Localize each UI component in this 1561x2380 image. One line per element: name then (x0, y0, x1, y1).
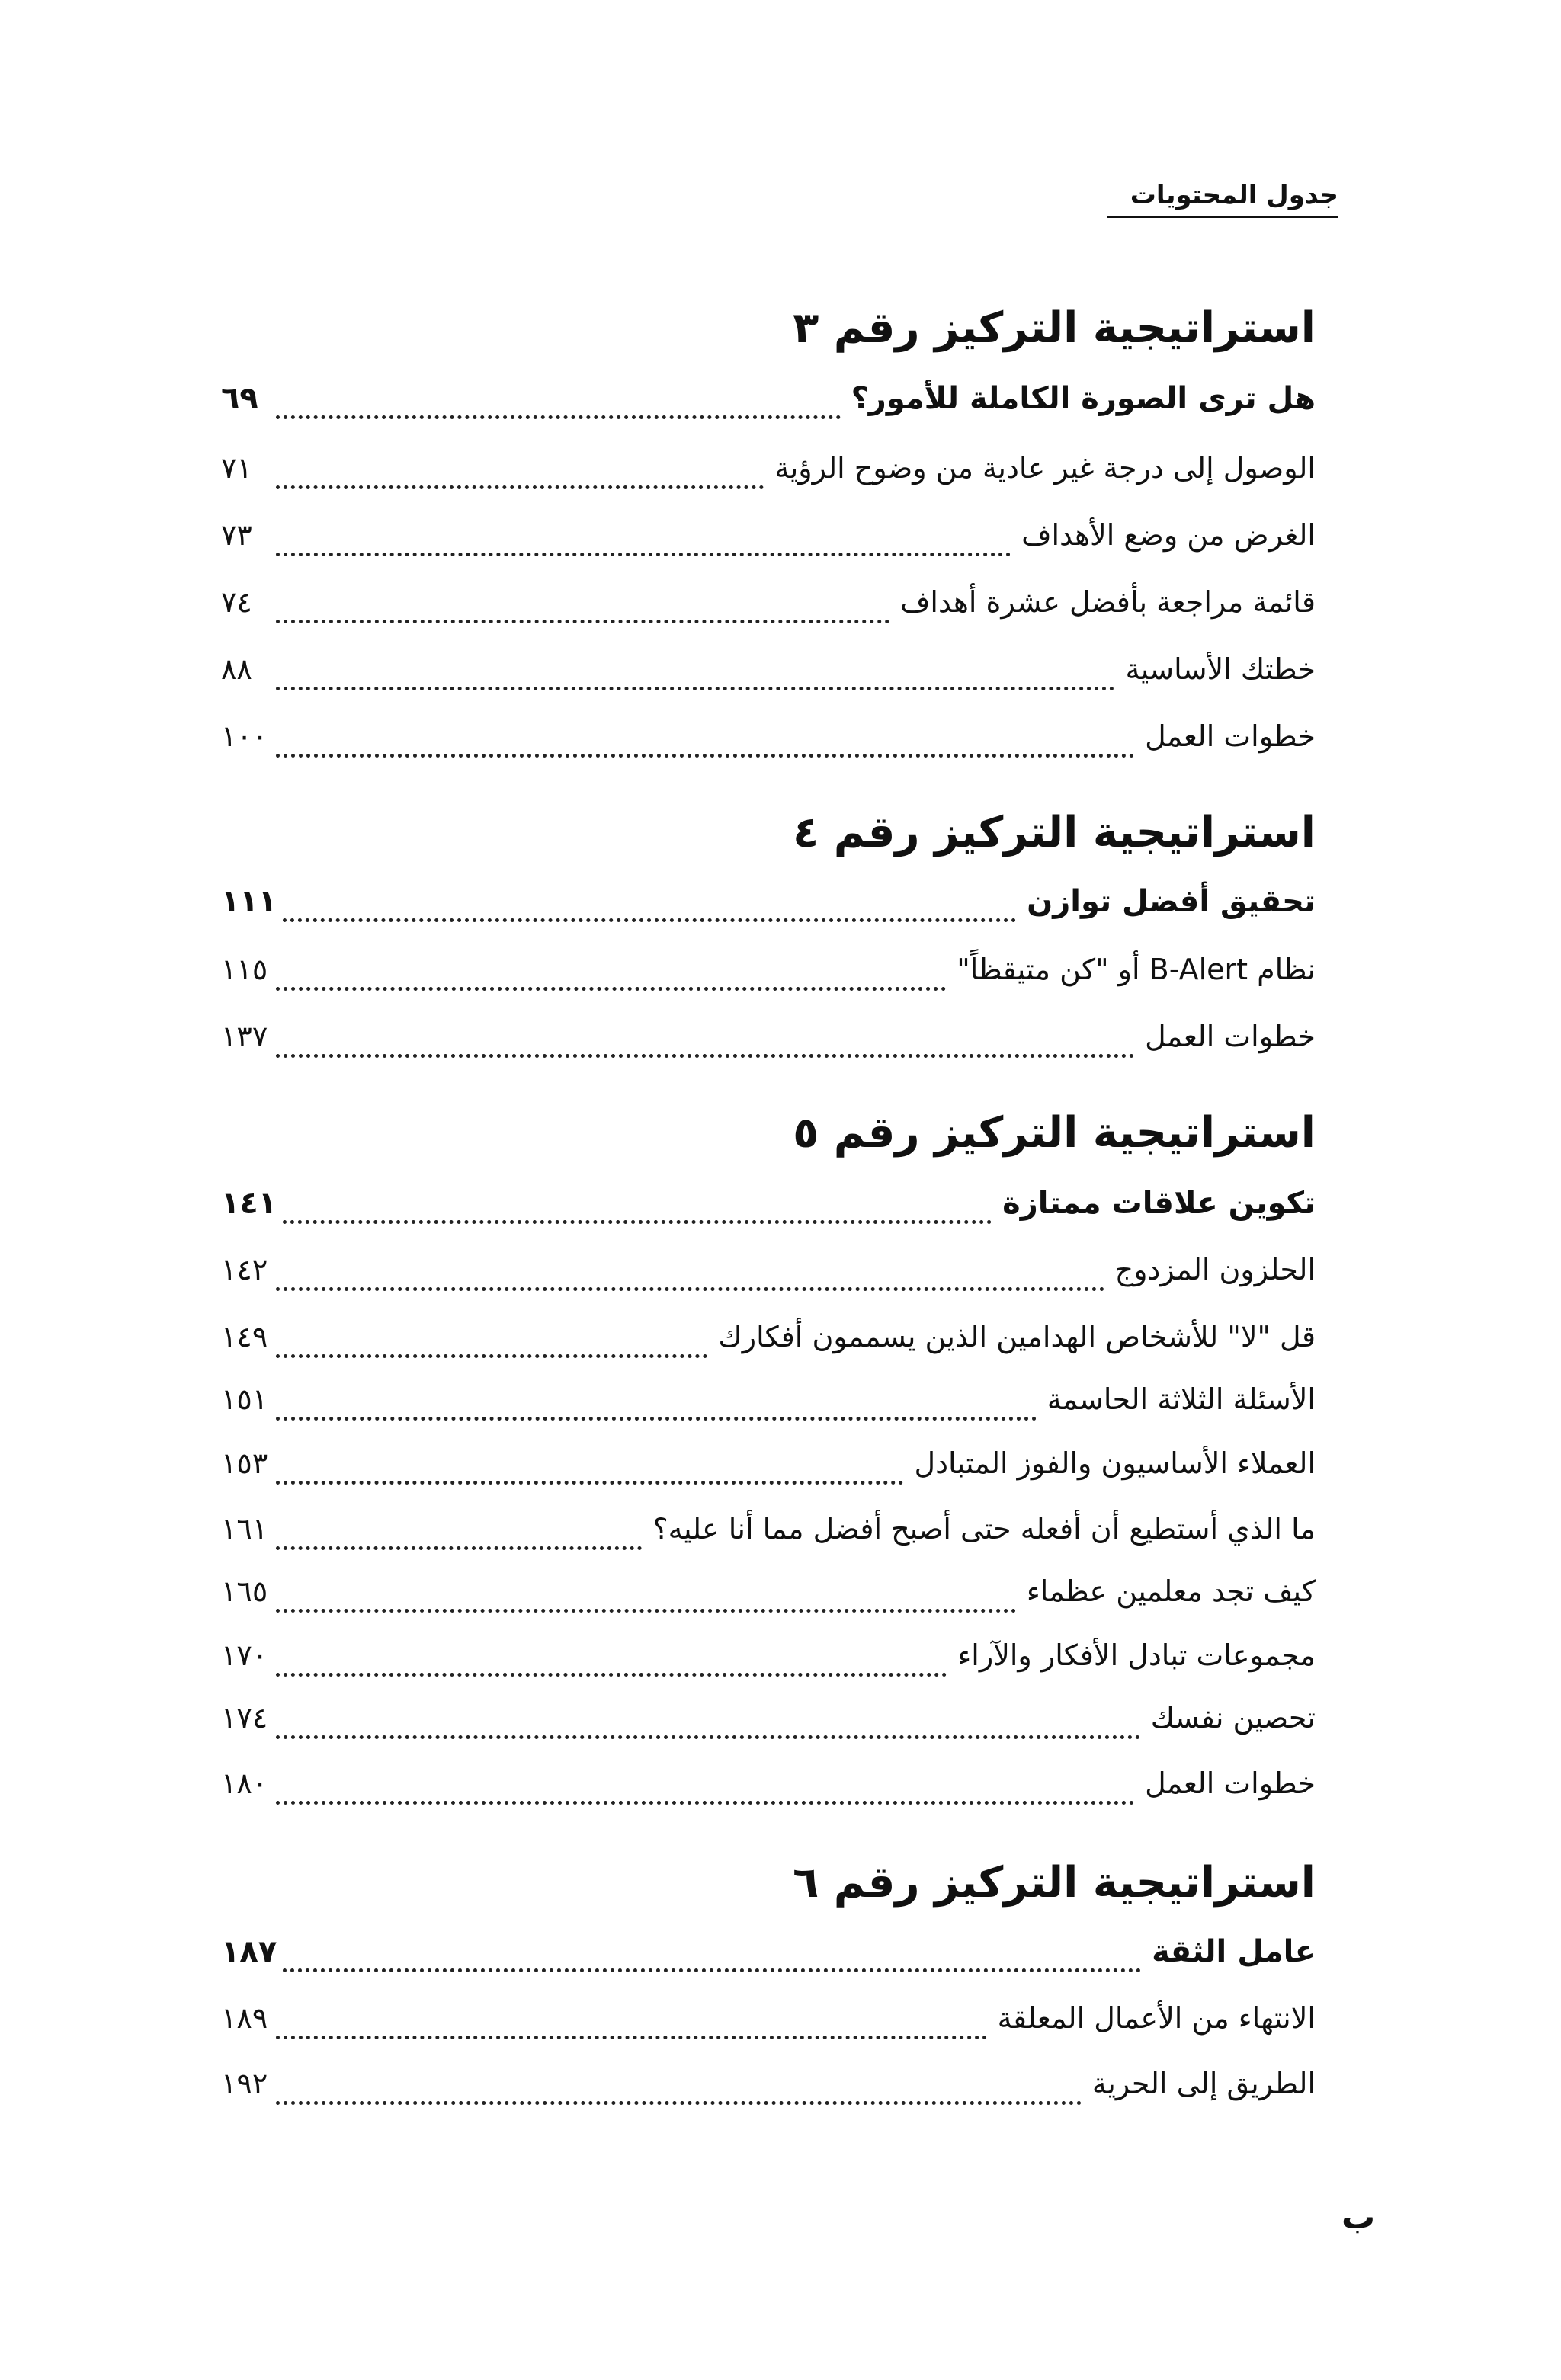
toc-entry-page: ١٦١ (221, 1512, 268, 1546)
dot-leader (276, 1735, 1140, 1739)
toc-entry[interactable] (221, 1320, 1316, 1373)
toc-entry-label: الطريق إلى الحرية (1091, 2067, 1316, 2100)
toc-entry-label: خطوات العمل (1145, 719, 1316, 753)
toc-entry-page: ١٥١ (221, 1382, 268, 1416)
dot-leader (276, 620, 889, 623)
toc-entry[interactable] (221, 585, 1316, 639)
toc-entry-label: نظام B-Alert أو "كن متيقظاً" (957, 953, 1316, 986)
toc-entry-page: ١٤١ (221, 1186, 277, 1221)
toc-entry-label: خطتك الأساسية (1125, 652, 1316, 686)
toc-entry-page: ١٠٠ (221, 719, 268, 753)
toc-entry[interactable] (221, 1767, 1316, 1820)
dot-leader (276, 553, 1011, 556)
section-title: استراتيجية التركيز رقم ٤ (793, 808, 1316, 857)
toc-entry[interactable] (221, 518, 1316, 572)
dot-leader (276, 1609, 1016, 1613)
toc-entry[interactable] (221, 381, 1316, 434)
toc-entry[interactable] (221, 1934, 1316, 1988)
toc-entry-page: ١٧٠ (221, 1638, 268, 1672)
toc-entry-page: ٧١ (221, 451, 252, 485)
running-head: جدول المحتويات (1107, 180, 1338, 218)
toc-entry-page: ١١٥ (221, 953, 268, 986)
toc-entry-label: تكوين علاقات ممتازة (1002, 1186, 1316, 1221)
toc-entry-label: خطوات العمل (1145, 1767, 1316, 1800)
toc-entry[interactable] (221, 719, 1316, 773)
toc-entry-page: ١٥٣ (221, 1446, 268, 1480)
toc-entry[interactable] (221, 1638, 1316, 1692)
toc-entry-label: تحقيق أفضل توازن (1027, 884, 1316, 919)
toc-entry-page: ٦٩ (221, 381, 258, 416)
toc-entry[interactable] (221, 1253, 1316, 1306)
toc-entry-page: ١٤٢ (221, 1253, 268, 1286)
toc-entry-label: مجموعات تبادل الأفكار والآراء (957, 1638, 1316, 1672)
toc-entry-label: خطوات العمل (1145, 1020, 1316, 1053)
toc-entry[interactable] (221, 652, 1316, 706)
dot-leader (276, 485, 764, 489)
toc-entry-label: ما الذي أستطيع أن أفعله حتى أصبح أفضل مما أنا عليه؟ (652, 1512, 1316, 1546)
toc-entry-page: ١٨٩ (221, 2001, 268, 2035)
toc-entry-label: الحلزون المزدوج (1114, 1253, 1316, 1286)
toc-entry[interactable] (221, 1574, 1316, 1628)
toc-entry-page: ١٣٧ (221, 1020, 268, 1053)
toc-entry-page: ١٩٢ (221, 2067, 268, 2100)
toc-entry-page: ٧٤ (221, 585, 252, 619)
toc-entry-page: ١٧٤ (221, 1701, 268, 1735)
toc-entry[interactable] (221, 2001, 1316, 2055)
toc-entry-label: الانتهاء من الأعمال المعلقة (997, 2001, 1316, 2035)
toc-entry-label: عامل الثقة (1152, 1934, 1316, 1969)
toc-entry-label: هل ترى الصورة الكاملة للأمور؟ (851, 381, 1316, 416)
dot-leader (276, 415, 841, 419)
toc-entry[interactable] (221, 1446, 1316, 1500)
dot-leader (276, 1801, 1134, 1805)
dot-leader (276, 1417, 1037, 1421)
dot-leader (276, 754, 1134, 758)
dot-leader (276, 1481, 903, 1485)
toc-entry-page: ٧٣ (221, 518, 252, 552)
toc-entry[interactable] (221, 1701, 1316, 1754)
dot-leader (276, 2101, 1082, 2105)
section-title: استراتيجية التركيز رقم ٦ (793, 1858, 1316, 1908)
toc-entry-label: الوصول إلى درجة غير عادية من وضوح الرؤية (774, 451, 1316, 485)
section-title: استراتيجية التركيز رقم ٣ (793, 303, 1316, 353)
toc-entry[interactable] (221, 1186, 1316, 1239)
dot-leader (276, 687, 1114, 690)
toc-entry[interactable] (221, 451, 1316, 505)
dot-leader (276, 1673, 947, 1677)
toc-entry-label: العملاء الأساسيون والفوز المتبادل (914, 1446, 1316, 1480)
toc-entry[interactable] (221, 1020, 1316, 1073)
toc-entry[interactable] (221, 953, 1316, 1006)
toc-entry-label: تحصين نفسك (1150, 1701, 1316, 1735)
dot-leader (276, 1054, 1134, 1058)
toc-entry[interactable] (221, 2067, 1316, 2120)
dot-leader (276, 1287, 1104, 1291)
toc-entry-page: ٨٨ (221, 652, 252, 686)
toc-entry-label: الغرض من وضع الأهداف (1021, 518, 1316, 552)
toc-entry-page: ١٤٩ (221, 1320, 268, 1353)
page-folio: ب (1341, 2198, 1376, 2237)
dot-leader (283, 1220, 992, 1224)
toc-entry-label: كيف تجد معلمين عظماء (1026, 1574, 1316, 1608)
toc-entry-page: ١٦٥ (221, 1574, 268, 1608)
dot-leader (276, 1354, 707, 1358)
toc-entry-page: ١١١ (221, 884, 277, 919)
dot-leader (276, 1546, 642, 1550)
dot-leader (283, 918, 1016, 922)
toc-entry-page: ١٨٧ (221, 1934, 277, 1969)
toc-entry[interactable] (221, 884, 1316, 937)
dot-leader (276, 2036, 987, 2039)
dot-leader (283, 1968, 1141, 1972)
toc-entry-label: قل "لا" للأشخاص الهدامين الذين يسممون أفكارك (718, 1320, 1316, 1353)
toc-entry[interactable] (221, 1382, 1316, 1436)
section-title: استراتيجية التركيز رقم ٥ (793, 1108, 1316, 1158)
toc-entry-label: الأسئلة الثلاثة الحاسمة (1047, 1382, 1316, 1416)
toc-entry-label: قائمة مراجعة بأفضل عشرة أهداف (899, 585, 1316, 619)
dot-leader (276, 987, 946, 991)
toc-entry-page: ١٨٠ (221, 1767, 268, 1800)
toc-entry[interactable] (221, 1512, 1316, 1565)
